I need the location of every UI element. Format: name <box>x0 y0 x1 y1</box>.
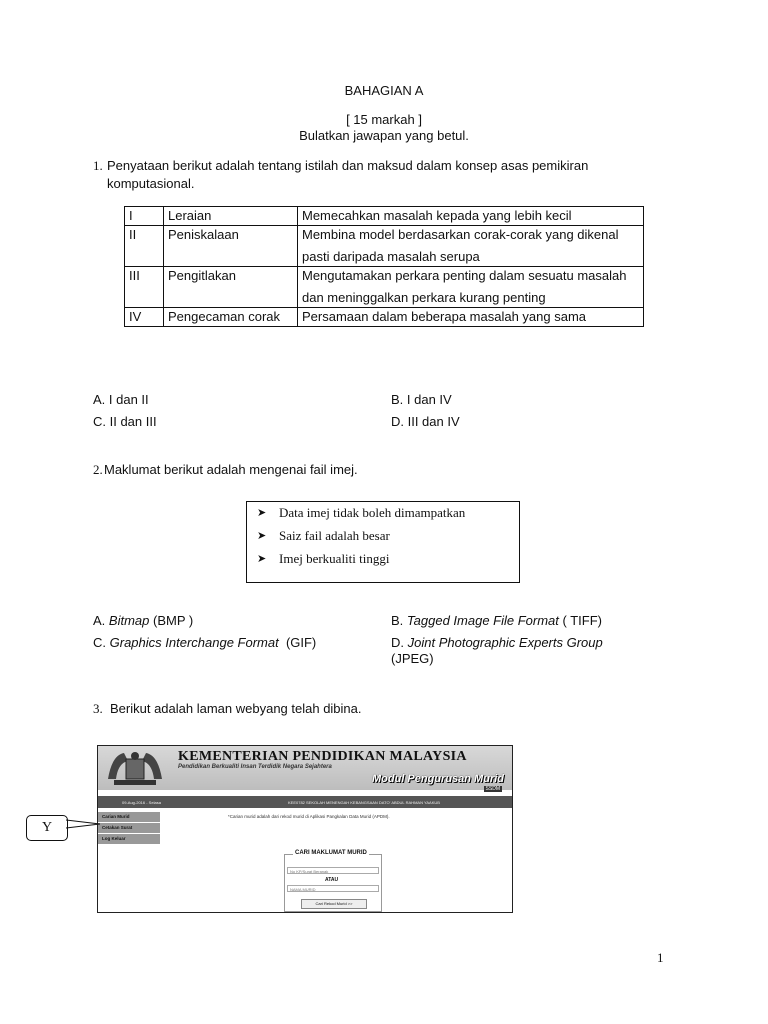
table-cell-num: II <box>125 226 164 267</box>
q2-option-d <box>391 635 651 667</box>
table-cell-meaning <box>298 226 644 267</box>
bullet-item <box>257 505 466 521</box>
q1-table <box>124 206 644 327</box>
q1-option-d: D. III dan IV <box>391 414 460 429</box>
search-form <box>284 850 382 912</box>
or-label: ATAU <box>325 877 339 883</box>
meaning-line: dan meninggalkan perkara kurang penting <box>302 290 546 305</box>
q1-option-c: C. II dan III <box>93 414 157 429</box>
instruction-text: Bulatkan jawapan yang betul. <box>299 128 469 143</box>
table-cell-term: Peniskalaan <box>164 226 298 267</box>
opt-prefix: B. <box>391 613 407 628</box>
bullet-item <box>257 551 390 567</box>
ministry-crest-icon <box>104 749 166 787</box>
bullet-text: Saiz fail adalah besar <box>279 528 390 543</box>
info-bar <box>98 796 512 808</box>
table-row <box>125 207 644 226</box>
table-cell-term: Pengecaman corak <box>164 308 298 327</box>
opt-italic: Tagged Image File Format <box>406 613 559 628</box>
q2-option-b <box>391 613 602 629</box>
opt-suffix: ( TIFF) <box>558 613 602 628</box>
callout-y: Y <box>26 815 68 841</box>
table-cell-meaning <box>298 308 644 327</box>
opt-prefix: A. <box>93 613 109 628</box>
school-text: KEE0782 SEKOLAH MENENGAH KEBANGSAAN DATO' ABDUL RAHMAN YAAKUB <box>288 800 440 805</box>
section-title: BAHAGIAN A <box>344 83 424 98</box>
table-cell-meaning <box>298 207 644 226</box>
meaning-line: pasti daripada masalah serupa <box>302 249 480 264</box>
q1-text-line1: Penyataan berikut adalah tentang istilah dan maksud dalam konsep asas pemikiran <box>107 158 589 173</box>
form-title: CARI MAKLUMAT MURID <box>295 850 367 856</box>
table-cell-num: I <box>125 207 164 226</box>
table-row <box>125 226 644 267</box>
q1-option-a: A. I dan II <box>93 392 149 407</box>
student-name-input[interactable]: NAMA MURID <box>287 885 379 892</box>
ministry-title: KEMENTERIAN PENDIDIKAN MALAYSIA <box>178 749 467 764</box>
callout-pointer-icon <box>66 818 100 830</box>
q1-text-line2: komputasional. <box>107 176 195 191</box>
table-cell-num: III <box>125 267 164 308</box>
ministry-tagline: Pendidikan Berkualiti Insan Terdidik Negara Sejahtera <box>178 764 332 770</box>
marks-label: [ 15 markah ] <box>346 112 422 127</box>
q2-option-c <box>93 635 316 651</box>
table-row <box>125 308 644 327</box>
page-number: 1 <box>657 950 664 965</box>
meaning-line: Memecahkan masalah kepada yang lebih kecil <box>302 208 572 223</box>
arrow-bullet-icon: ➤ <box>257 507 267 519</box>
arrow-bullet-icon: ➤ <box>257 553 267 565</box>
menu-item-log-keluar[interactable]: Log Keluar <box>98 834 160 844</box>
table-cell-term: Leraian <box>164 207 298 226</box>
table-cell-meaning <box>298 267 644 308</box>
date-text: 09-Aug-2016 - Selasa <box>122 800 161 805</box>
q2-text: Maklumat berikut adalah mengenai fail imej. <box>104 462 358 477</box>
table-cell-term: Pengitlakan <box>164 267 298 308</box>
q2-option-a <box>93 613 193 629</box>
opt-prefix: C. <box>93 635 110 650</box>
q3-text: Berikut adalah laman webyang telah dibina. <box>110 701 362 716</box>
opt-suffix: (GIF) <box>282 635 317 650</box>
search-note: *Carian murid adalah dari rekod murid di Aplikasi Pangkalan Data Murid (APDM). <box>228 814 390 819</box>
meaning-line: Persamaan dalam beberapa masalah yang sama <box>302 309 587 324</box>
bullet-text: Data imej tidak boleh dimampatkan <box>279 505 466 520</box>
menu-item-cetakan-surat[interactable]: Cetakan Surat <box>98 823 160 833</box>
bullet-text: Imej berkualiti tinggi <box>279 551 390 566</box>
q3-number: 3. <box>93 701 103 716</box>
q2-info-box <box>246 501 520 583</box>
opt-italic: Graphics Interchange Format <box>109 635 279 650</box>
arrow-bullet-icon: ➤ <box>257 530 267 542</box>
q2-number: 2. <box>93 462 103 477</box>
meaning-line: Mengutamakan perkara penting dalam sesuatu masalah <box>302 268 627 283</box>
q1-number: 1. <box>93 158 103 173</box>
table-cell-num: IV <box>125 308 164 327</box>
search-record-button[interactable]: Cari Rekod Murid >> <box>301 899 367 909</box>
bullet-item <box>257 528 390 544</box>
module-title: Modul Pengurusan Murid <box>372 773 504 785</box>
opt-prefix: D. <box>391 635 408 650</box>
webpage-screenshot <box>97 745 513 913</box>
table-row <box>125 267 644 308</box>
menu-item-carian-murid[interactable]: Carian Murid <box>98 812 160 822</box>
opt-italic: Bitmap <box>108 613 150 628</box>
side-menu <box>98 812 160 912</box>
ssdm-badge: SSDM <box>485 786 500 792</box>
meaning-line: Membina model berdasarkan corak-corak yang dikenal <box>302 227 619 242</box>
opt-suffix: (JPEG) <box>391 651 434 666</box>
opt-suffix: (BMP ) <box>149 613 194 628</box>
site-header <box>98 746 512 790</box>
q1-option-b: B. I dan IV <box>391 392 452 407</box>
ic-number-input[interactable]: No KP/Surat Beranak <box>287 867 379 874</box>
opt-italic: Joint Photographic Experts Group <box>407 635 603 650</box>
